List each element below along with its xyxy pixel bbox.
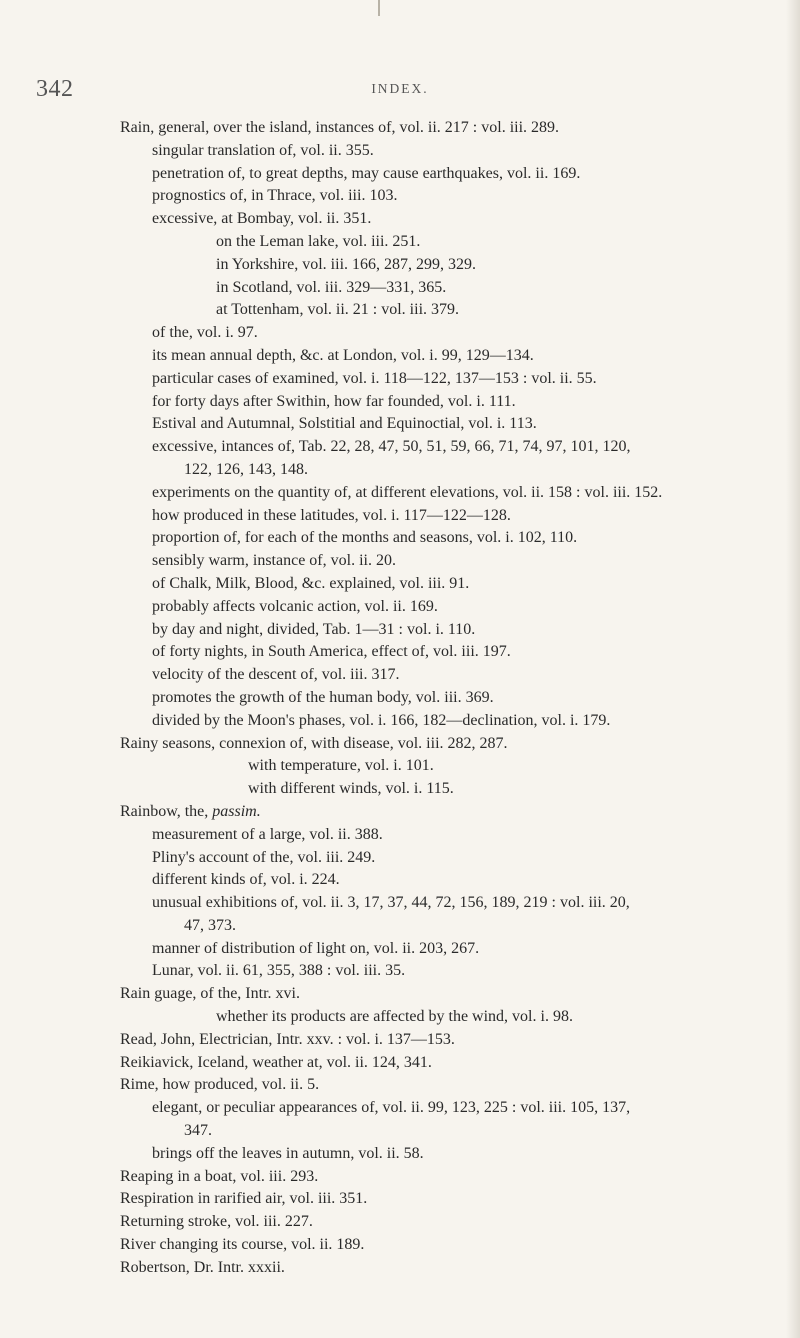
index-entry-subline: [120, 892, 800, 915]
entry-text: divided by the Moon's phases, vol. i. 166, 182—declination, vol. i. 179.: [152, 711, 611, 729]
index-entry-subline: [120, 641, 800, 664]
index-entry-heading: [120, 1188, 800, 1211]
index-entry-subline: [120, 1143, 800, 1166]
index-entry-heading: [120, 1257, 800, 1280]
index-entry-subline: [120, 322, 800, 345]
index-entry-subline: [120, 140, 800, 163]
index-entry-subline: [120, 208, 800, 231]
index-entry-heading: [120, 1029, 800, 1052]
entry-text: velocity of the descent of, vol. iii. 317.: [152, 666, 400, 684]
entry-text: promotes the growth of the human body, vol. iii. 369.: [152, 688, 494, 706]
index-entry-subline: [120, 277, 800, 300]
index-entry-subline: [120, 527, 800, 550]
entry-text: penetration of, to great depths, may cause earthquakes, vol. ii. 169.: [152, 164, 581, 182]
entry-text: manner of distribution of light on, vol. ii. 203, 267.: [152, 939, 480, 957]
entry-text: sensibly warm, instance of, vol. ii. 20.: [152, 552, 396, 570]
index-entry-subline: [120, 368, 800, 391]
entry-text: Rain, general, over the island, instances of, vol. ii. 217 : vol. iii. 289.: [120, 119, 560, 136]
index-entry-subline: [120, 847, 800, 870]
index-entry-heading: [120, 801, 800, 824]
entry-text: of Chalk, Milk, Blood, &c. explained, vol. iii. 91.: [152, 574, 470, 592]
entry-text: Rime, how produced, vol. ii. 5.: [120, 1076, 320, 1094]
index-entry-subline: [120, 413, 800, 436]
entry-text: Rain guage, of the, Intr. xvi.: [120, 985, 300, 1003]
entry-text: Reaping in a boat, vol. iii. 293.: [120, 1167, 319, 1185]
page-title: INDEX.: [371, 81, 429, 96]
page-corner-mark: [378, 0, 380, 16]
page-edge-shadow: [786, 0, 800, 1338]
index-entry-subline: [120, 299, 800, 322]
entry-text: different kinds of, vol. i. 224.: [152, 871, 340, 889]
index-entry-subline: [120, 596, 800, 619]
entry-text: with different winds, vol. i. 115.: [248, 780, 454, 798]
index-entry-subline: [120, 185, 800, 208]
index-entry-subline: [120, 391, 800, 414]
index-entry-subline: [120, 1097, 800, 1120]
page-number: 342: [36, 76, 74, 102]
entry-text: Read, John, Electrician, Intr. xxv. : vol. i. 137—153.: [120, 1030, 455, 1048]
index-entry-subline: [120, 550, 800, 573]
index-entry-heading: [120, 733, 800, 756]
entry-text: at Tottenham, vol. ii. 21 : vol. iii. 379.: [216, 301, 460, 319]
entry-text: for forty days after Swithin, how far founded, vol. i. 111.: [152, 392, 516, 410]
index-entry-subline: [120, 573, 800, 596]
entry-text: 122, 126, 143, 148.: [184, 460, 308, 478]
entry-text: particular cases of examined, vol. i. 118—122, 137—153 : vol. ii. 55.: [152, 369, 597, 387]
index-entry-subline: [120, 778, 800, 801]
index-entry-heading: [120, 1166, 800, 1189]
index-entries: [120, 117, 800, 1280]
entry-text: proportion of, for each of the months and seasons, vol. i. 102, 110.: [152, 529, 578, 547]
entry-text: in Yorkshire, vol. iii. 166, 287, 299, 329.: [216, 255, 477, 273]
entry-text: 347.: [184, 1122, 212, 1140]
entry-text: Returning stroke, vol. iii. 227.: [120, 1213, 313, 1231]
index-entry-heading: [120, 1074, 800, 1097]
entry-text: Rainy seasons, connexion of, with disease, vol. iii. 282, 287.: [120, 734, 508, 752]
index-entry-heading: [120, 983, 800, 1006]
index-entry-subline: [120, 1120, 800, 1143]
index-entry-subline: [120, 345, 800, 368]
entry-text: measurement of a large, vol. ii. 388.: [152, 825, 383, 843]
entry-text: brings off the leaves in autumn, vol. ii. 58.: [152, 1144, 424, 1162]
index-entry-heading: [120, 117, 800, 140]
entry-text: by day and night, divided, Tab. 1—31 : vol. i. 110.: [152, 620, 476, 638]
index-entry-subline: [120, 436, 800, 459]
entry-text: experiments on the quantity of, at different elevations, vol. ii. 158 : vol. iii. 152.: [152, 483, 663, 501]
index-entry-subline: [120, 960, 800, 983]
entry-text: singular translation of, vol. ii. 355.: [152, 141, 374, 159]
index-entry-subline: [120, 755, 800, 778]
index-entry-subline: [120, 687, 800, 710]
entry-italic-text: passim.: [212, 802, 261, 820]
entry-text: probably affects volcanic action, vol. ii. 169.: [152, 597, 438, 615]
entry-text: River changing its course, vol. ii. 189.: [120, 1236, 365, 1254]
index-entry-subline: [120, 231, 800, 254]
index-entry-subline: [120, 163, 800, 186]
index-entry-subline: [120, 710, 800, 733]
entry-text: excessive, at Bombay, vol. ii. 351.: [152, 210, 372, 228]
index-entry-subline: [120, 619, 800, 642]
index-entry-subline: [120, 869, 800, 892]
index-entry-heading: [120, 1211, 800, 1234]
entry-text: prognostics of, in Thrace, vol. iii. 103.: [152, 187, 398, 205]
entry-text: on the Leman lake, vol. iii. 251.: [216, 232, 421, 250]
index-entry-subline: [120, 915, 800, 938]
entry-text: Estival and Autumnal, Solstitial and Equinoctial, vol. i. 113.: [152, 415, 537, 433]
entry-text: Respiration in rarified air, vol. iii. 351.: [120, 1190, 368, 1208]
entry-text: of forty nights, in South America, effect of, vol. iii. 197.: [152, 643, 511, 661]
entry-text: 47, 373.: [184, 916, 236, 934]
entry-text: Lunar, vol. ii. 61, 355, 388 : vol. iii. 35.: [152, 962, 406, 980]
entry-text: excessive, intances of, Tab. 22, 28, 47, 50, 51, 59, 66, 71, 74, 97, 101, 120,: [152, 438, 631, 456]
entry-text: Rainbow, the,: [120, 802, 213, 820]
index-entry-subline: [120, 254, 800, 277]
entry-text: Pliny's account of the, vol. iii. 249.: [152, 848, 376, 866]
index-entry-subline: [120, 938, 800, 961]
entry-text: how produced in these latitudes, vol. i. 117—122—128.: [152, 506, 511, 524]
index-entry-heading: [120, 1052, 800, 1075]
index-entry-subline: [120, 505, 800, 528]
entry-text: elegant, or peculiar appearances of, vol. ii. 99, 123, 225 : vol. iii. 105, 137,: [152, 1099, 631, 1117]
entry-text: whether its products are affected by the wind, vol. i. 98.: [216, 1008, 573, 1026]
entry-text: with temperature, vol. i. 101.: [248, 757, 434, 775]
index-entry-subline: [120, 459, 800, 482]
entry-text: Reikiavick, Iceland, weather at, vol. ii. 124, 341.: [120, 1053, 432, 1071]
index-entry-subline: [120, 482, 800, 505]
index-entry-subline: [120, 1006, 800, 1029]
index-entry-heading: [120, 1234, 800, 1257]
entry-text: its mean annual depth, &c. at London, vol. i. 99, 129—134.: [152, 346, 534, 364]
entry-text: Robertson, Dr. Intr. xxxii.: [120, 1258, 285, 1276]
index-entry-subline: [120, 664, 800, 687]
entry-text: unusual exhibitions of, vol. ii. 3, 17, 37, 44, 72, 156, 189, 219 : vol. iii. 20,: [152, 894, 630, 912]
index-entry-subline: [120, 824, 800, 847]
entry-text: in Scotland, vol. iii. 329—331, 365.: [216, 278, 447, 296]
entry-text: of the, vol. i. 97.: [152, 324, 258, 342]
